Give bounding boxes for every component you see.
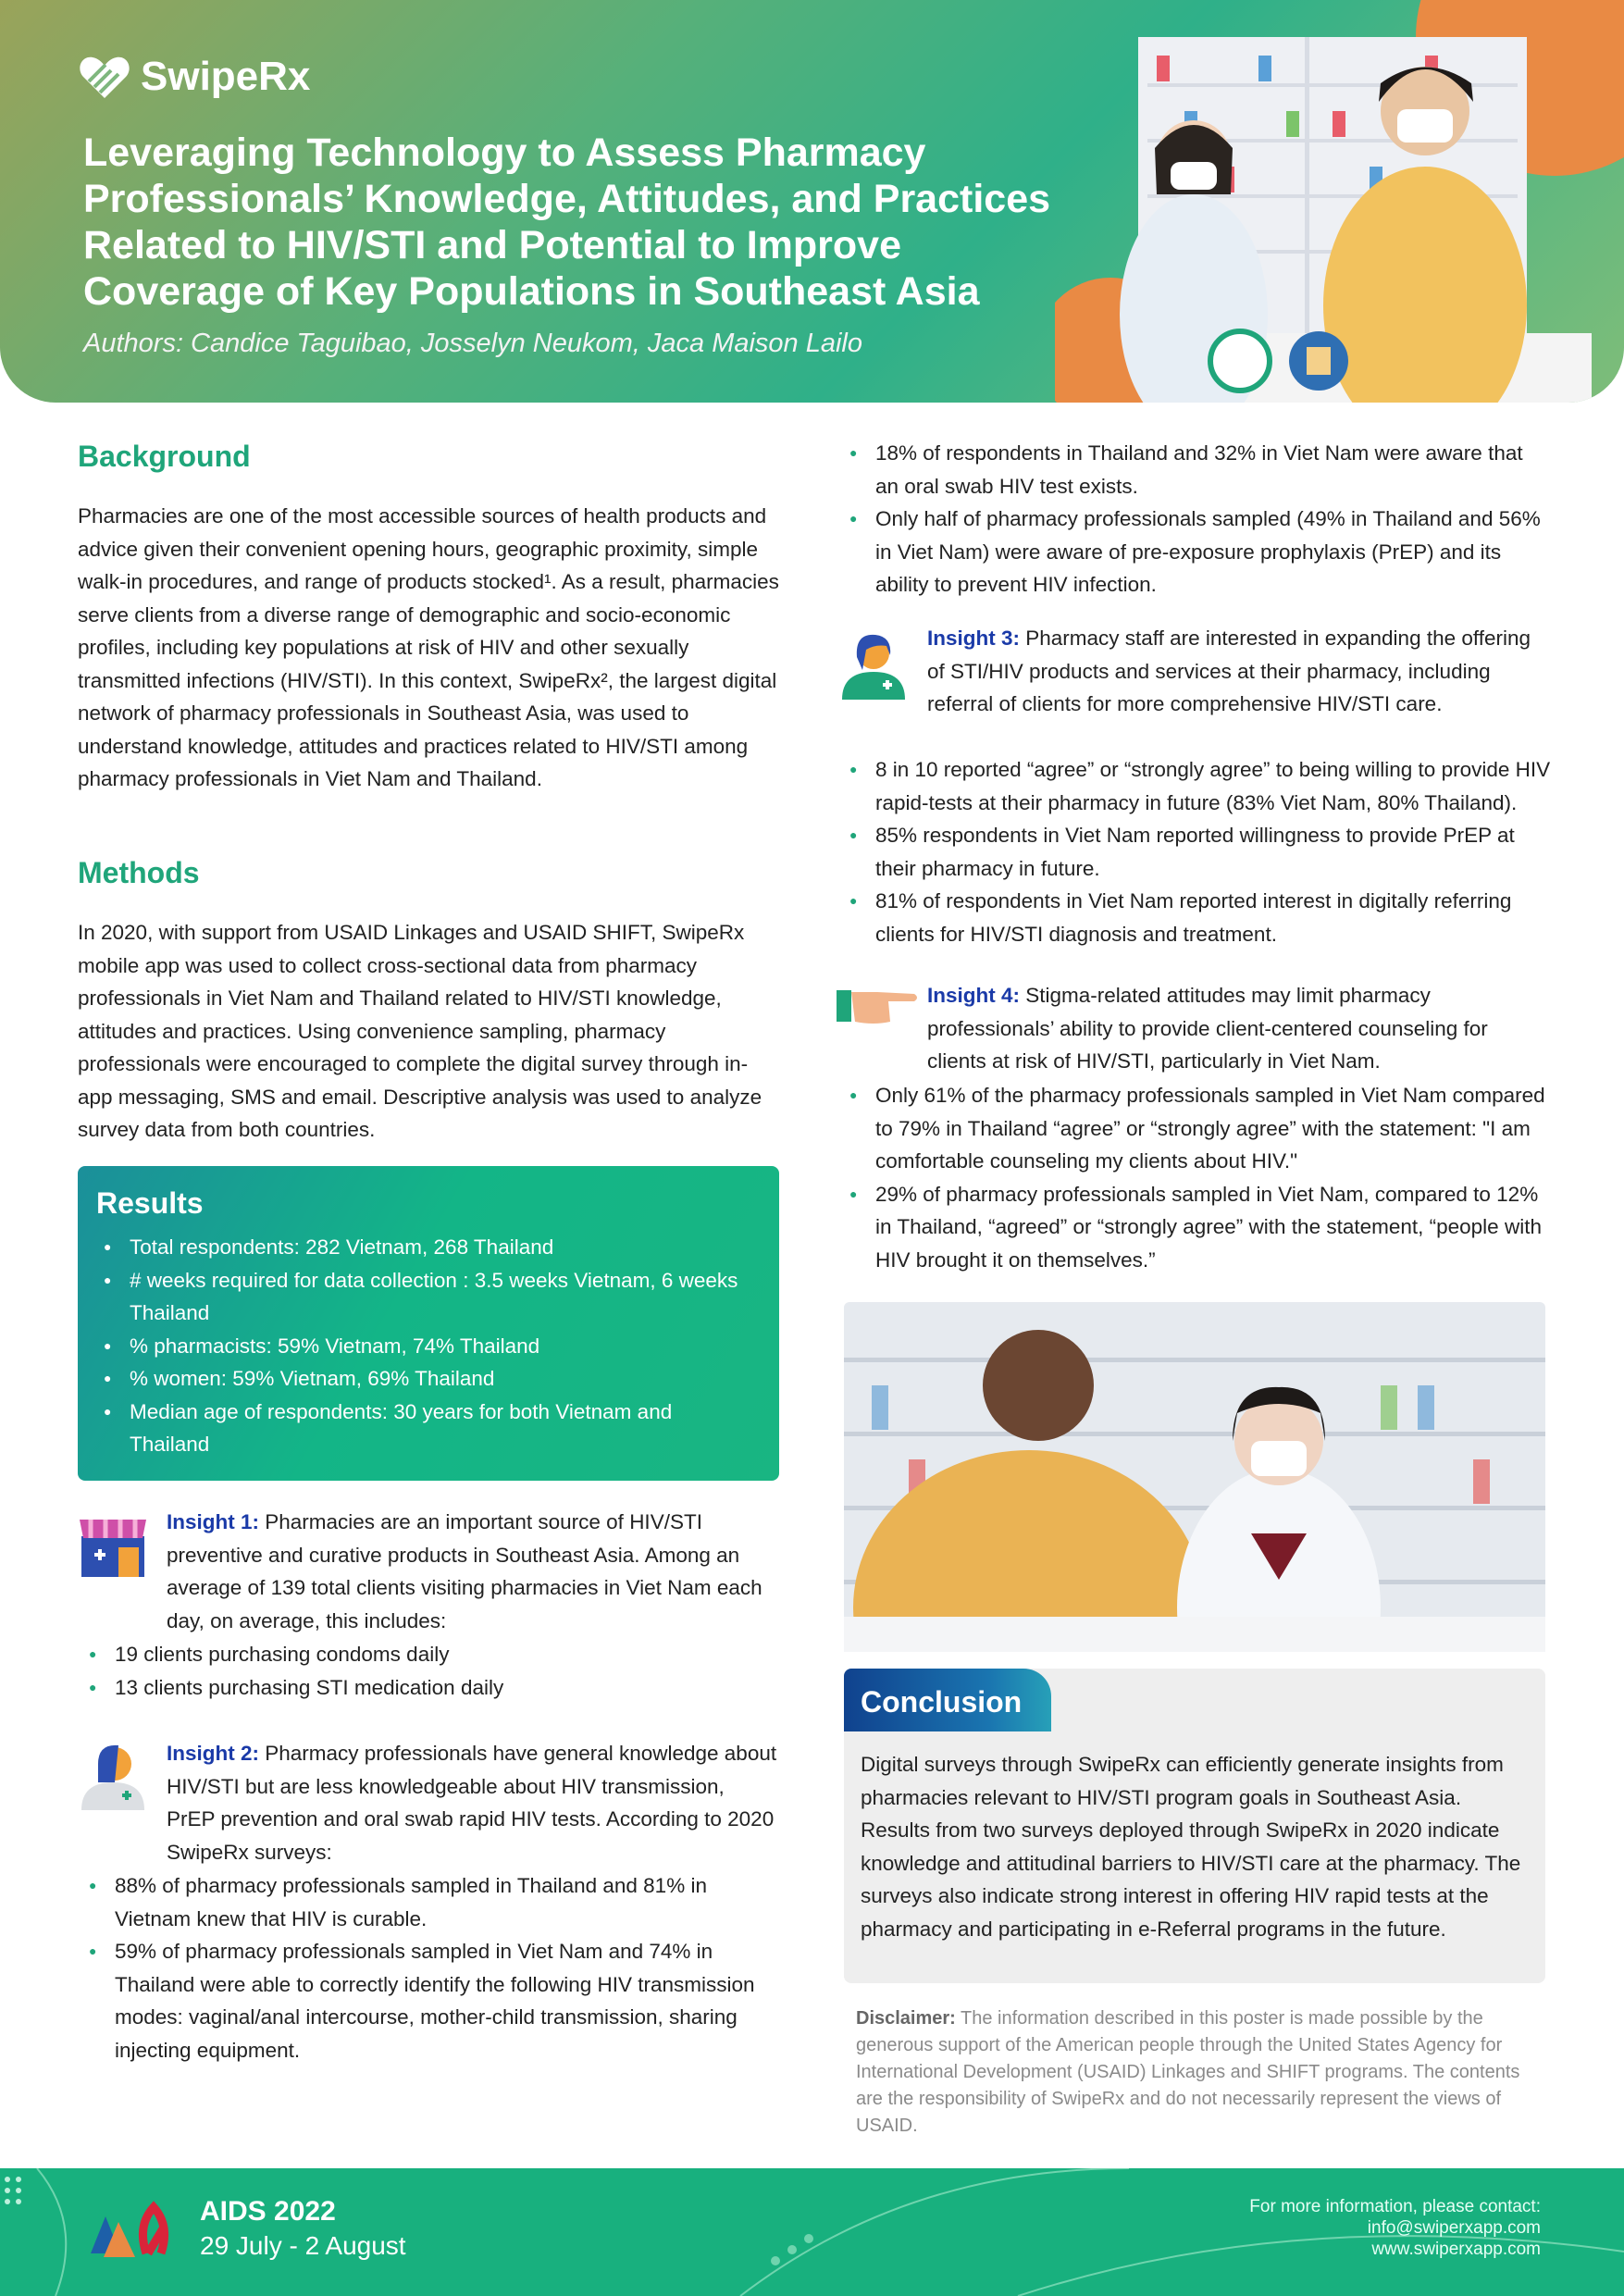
- insight4-label: Insight 4:: [927, 984, 1020, 1007]
- heart-logo-icon: [78, 54, 131, 100]
- insight1-label: Insight 1:: [167, 1510, 259, 1533]
- insight2-body: Pharmacy professionals have general knowledge about HIV/STI but are less knowledgeable about HIV transmission, PrEP prevention and oral swab rapid HIV tests. According to 2020 SwipeRx surveys:: [167, 1742, 777, 1864]
- conclusion-heading: Conclusion: [861, 1685, 1023, 1719]
- list-item: ● Only half of pharmacy professionals sampled (49% in Thailand and 56% in Viet Nam) were aware of pre-exposure prophylaxis (PrEP) and its ability to prevent HIV infection.: [842, 503, 1545, 602]
- background-text: Pharmacies are one of the most accessible sources of health products and advice given their convenient opening hours, geographic proximity, simple walk-in procedures, and range of products stocked¹. As a result, pharmacies serve clients from a diverse range of demographic and socio-economic profiles, including key populations at risk of HIV and other sexually transmitted infections (HIV/STI). In this context, SwipeRx², the largest digital network of pharmacy professionals in Southeast Asia, was used to understand knowledge, attitudes and practices related to HIV/STI among pharmacy professionals in Viet Nam and Thailand.: [78, 504, 779, 790]
- insight3-list: [842, 753, 1555, 950]
- results-box: [78, 1166, 779, 1481]
- disclaimer-text: [856, 2005, 1541, 2140]
- poster-authors: Authors: Candice Taguibao, Josselyn Neukom, Jaca Maison Lailo: [83, 329, 863, 358]
- results-list: [96, 1231, 744, 1461]
- event-dates: 29 July - 2 August: [200, 2231, 406, 2260]
- contact-email[interactable]: info@swiperxapp.com: [1367, 2218, 1541, 2238]
- list-item: ● Only 61% of the pharmacy professionals sampled in Viet Nam compared to 79% in Thailand “agree” or “strongly agree” with the statement: "I am comfortable counseling my clients about HIV.": [842, 1079, 1555, 1178]
- contact-website[interactable]: www.swiperxapp.com: [1371, 2240, 1541, 2259]
- insight2-continued-list: [842, 437, 1545, 602]
- insight3-body: Pharmacy staff are interested in expanding the offering of STI/HIV products and services at their pharmacy, including referral of clients for more comprehensive HIV/STI care.: [927, 627, 1531, 715]
- list-item: ● 88% of pharmacy professionals sampled in Thailand and 81% in Vietnam knew that HIV is curable.: [81, 1869, 785, 1935]
- disclaimer-label: Disclaimer:: [856, 2008, 956, 2029]
- swiperx-logo: [78, 54, 310, 100]
- event-name: AIDS 2022: [200, 2196, 336, 2227]
- poster-footer: [0, 2168, 1624, 2296]
- list-item: ● 13 clients purchasing STI medication daily: [81, 1671, 785, 1705]
- methods-heading: Methods: [78, 856, 200, 889]
- insight1-body: Pharmacies are an important source of HIV/STI preventive and curative products in Southeast Asia. Among an average of 139 total clients visiting pharmacies in Viet Nam each day, on average, this includes:: [167, 1510, 762, 1632]
- logo-text: SwipeRx: [141, 54, 311, 99]
- contact-label: For more information, please contact:: [1249, 2197, 1541, 2216]
- conclusion-text: Digital surveys through SwipeRx can efficiently generate insights from pharmacies relevant to HIV/STI program goals in Southeast Asia. Results from two surveys deployed through SwipeRx in 2020 indicate knowledge and attitudinal barriers to HIV/STI care at the pharmacy. The surveys also indicate strong interest in offering HIV rapid tests at the pharmacy and participating in e-Referral programs in the future.: [861, 1753, 1521, 1941]
- list-item: ● % pharmacists: 59% Vietnam, 74% Thailand: [96, 1330, 744, 1363]
- poster-title: Leveraging Technology to Assess Pharmacy Professionals’ Knowledge, Attitudes, and Practices Related to HIV/STI and Potential to Improve Coverage of Key Populations in Southeast Asia: [83, 130, 1051, 314]
- results-heading: Results: [96, 1186, 204, 1220]
- pharmacy-photo-top: [1055, 0, 1624, 403]
- insight1-list: [81, 1638, 785, 1704]
- pharmacy-store-icon: [78, 1510, 148, 1581]
- list-item: ● 18% of respondents in Thailand and 32% in Viet Nam were aware that an oral swab HIV test exists.: [842, 437, 1545, 503]
- list-item: ● 59% of pharmacy professionals sampled in Viet Nam and 74% in Thailand were able to correctly identify the following HIV transmission modes: vaginal/anal intercourse, mother-child transmission, sharing injecting equipment.: [81, 1935, 785, 2066]
- list-item: ● 85% respondents in Viet Nam reported willingness to provide PrEP at their pharmacy in future.: [842, 819, 1555, 885]
- list-item: ● Total respondents: 282 Vietnam, 268 Thailand: [96, 1231, 744, 1264]
- insight2-label: Insight 2:: [167, 1742, 259, 1765]
- poster-header: [0, 0, 1624, 403]
- list-item: ● 19 clients purchasing condoms daily: [81, 1638, 785, 1671]
- insight2-text: [167, 1737, 777, 1868]
- list-item: ● Median age of respondents: 30 years for both Vietnam and Thailand: [96, 1396, 744, 1461]
- pharmacy-photo-counseling: [844, 1302, 1545, 1652]
- conclusion-heading-banner: [844, 1669, 1051, 1731]
- list-item: ● % women: 59% Vietnam, 69% Thailand: [96, 1362, 744, 1396]
- list-item: ● # weeks required for data collection : 3.5 weeks Vietnam, 6 weeks Thailand: [96, 1264, 744, 1330]
- insight2-list: [81, 1869, 785, 2066]
- background-heading: Background: [78, 440, 251, 473]
- insight4-body: Stigma-related attitudes may limit pharmacy professionals’ ability to provide client-centered counseling for clients at risk of HIV/STI, particularly in Viet Nam.: [927, 984, 1488, 1073]
- insight4-text: [927, 979, 1545, 1078]
- insight3-label: Insight 3:: [927, 627, 1020, 650]
- conclusion-box: [844, 1669, 1545, 1983]
- list-item: ● 29% of pharmacy professionals sampled in Viet Nam, compared to 12% in Thailand, “agreed” or “strongly agree” with the statement, “people with HIV brought it on themselves.”: [842, 1178, 1555, 1277]
- insight3-text: [927, 622, 1545, 721]
- pharmacist-icon: [78, 1740, 148, 1810]
- methods-text: In 2020, with support from USAID Linkages and USAID SHIFT, SwipeRx mobile app was used to collect cross-sectional data from pharmacy professionals in Viet Nam and Thailand related to HIV/STI knowledge, attitudes and practices. Using convenience sampling, pharmacy professionals were encouraged to complete the digital survey through in-app messaging, SMS and email. Descriptive analysis was used to analyze survey data from both countries.: [78, 921, 762, 1141]
- aids-2022-logo-icon: [81, 2198, 192, 2263]
- list-item: ● 8 in 10 reported “agree” or “strongly agree” to being willing to provide HIV rapid-tests at their pharmacy in future (83% Viet Nam, 80% Thailand).: [842, 753, 1555, 819]
- disclaimer-body: The information described in this poster is made possible by the generous support of the American people through the United States Agency for International Development (USAID) Linkages and SHIFT programs. The contents are the responsibility of SwipeRx and do not necessarily represent the views of USAID.: [856, 2008, 1520, 2136]
- insight1-text: [167, 1506, 777, 1637]
- pharmacist-female-icon: [838, 629, 909, 700]
- pointing-hand-icon: [837, 981, 920, 1029]
- insight4-list: [842, 1079, 1555, 1276]
- list-item: ● 81% of respondents in Viet Nam reported interest in digitally referring clients for HIV/STI diagnosis and treatment.: [842, 885, 1555, 950]
- contact-block: [1249, 2196, 1541, 2260]
